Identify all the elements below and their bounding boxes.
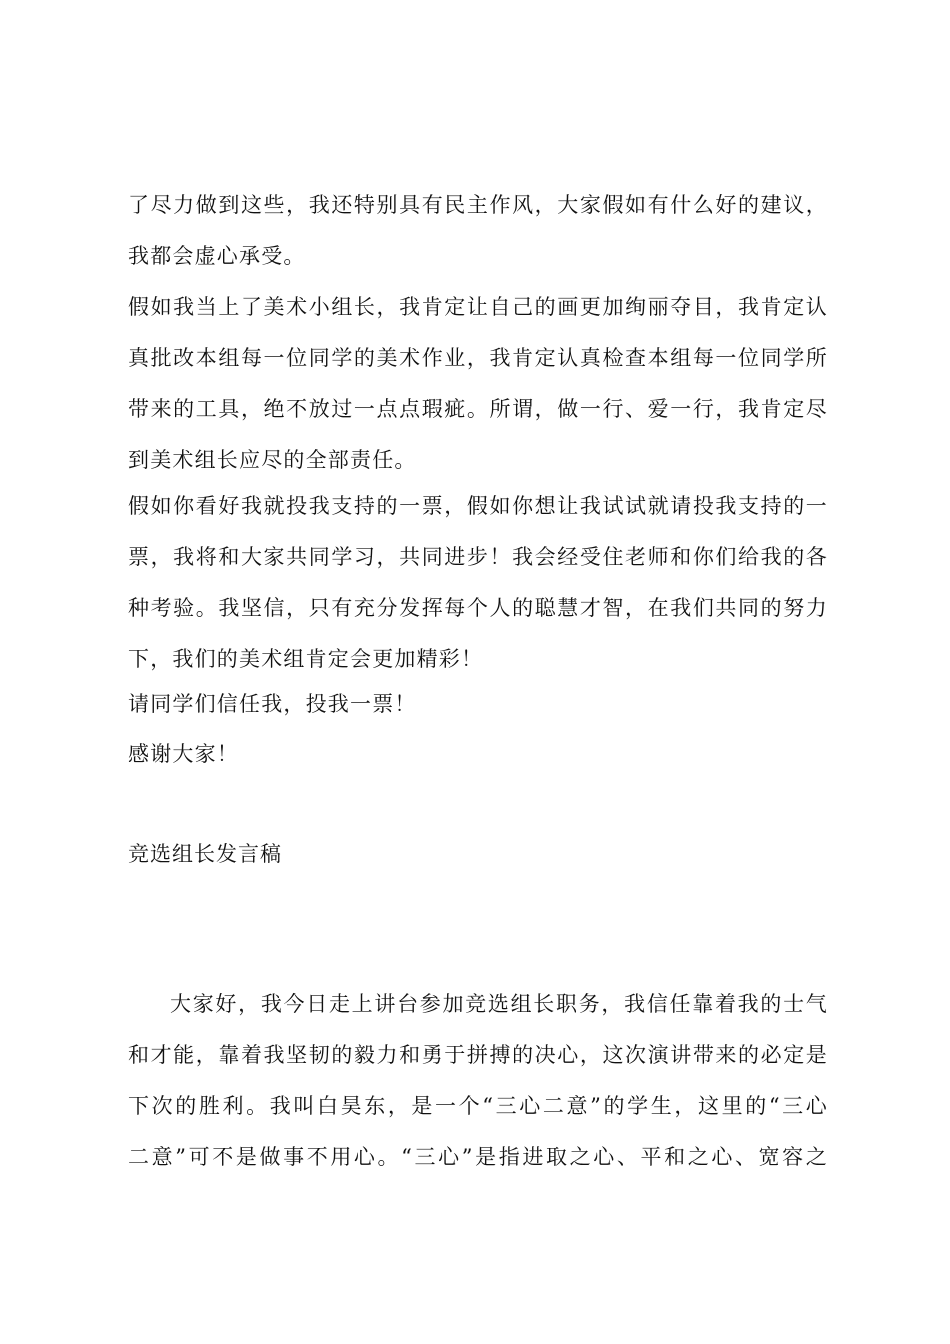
speech-line: 二意”可不是做事不用心。“三心”是指进取之心、平和之心、宽容之 — [128, 1145, 828, 1169]
text-line: 种考验。我坚信，只有充分发挥每个人的聪慧才智，在我们共同的努力 — [128, 596, 828, 620]
text-line: 感谢大家！ — [128, 742, 239, 766]
text-line: 票，我将和大家共同学习，共同进步！我会经受住老师和你们给我的各 — [128, 545, 828, 569]
section-title: 竞选组长发言稿 — [128, 842, 282, 866]
text-line: 真批改本组每一位同学的美术作业，我肯定认真检查本组每一位同学所 — [128, 346, 828, 370]
text-line: 我都会虚心承受。 — [128, 244, 306, 268]
text-line: 假如你看好我就投我支持的一票，假如你想让我试试就请投我支持的一 — [128, 494, 828, 518]
text-line: 到美术组长应尽的全部责任。 — [128, 448, 417, 472]
text-line: 了尽力做到这些，我还特别具有民主作风，大家假如有什么好的建议， — [128, 193, 828, 217]
speech-line: 下次的胜利。我叫白昊东，是一个“三心二意”的学生，这里的“三心 — [128, 1094, 828, 1118]
speech-line: 和才能，靠着我坚韧的毅力和勇于拼搏的决心，这次演讲带来的必定是 — [128, 1043, 828, 1067]
text-line: 下，我们的美术组肯定会更加精彩！ — [128, 647, 484, 671]
text-line: 请同学们信任我，投我一票！ — [128, 692, 417, 716]
text-line: 带来的工具，绝不放过一点点瑕疵。所谓，做一行、爱一行，我肯定尽 — [128, 397, 828, 421]
speech-line: 大家好，我今日走上讲台参加竞选组长职务，我信任靠着我的士气 — [170, 992, 828, 1016]
text-line: 假如我当上了美术小组长，我肯定让自己的画更加绚丽夺目，我肯定认 — [128, 295, 828, 319]
